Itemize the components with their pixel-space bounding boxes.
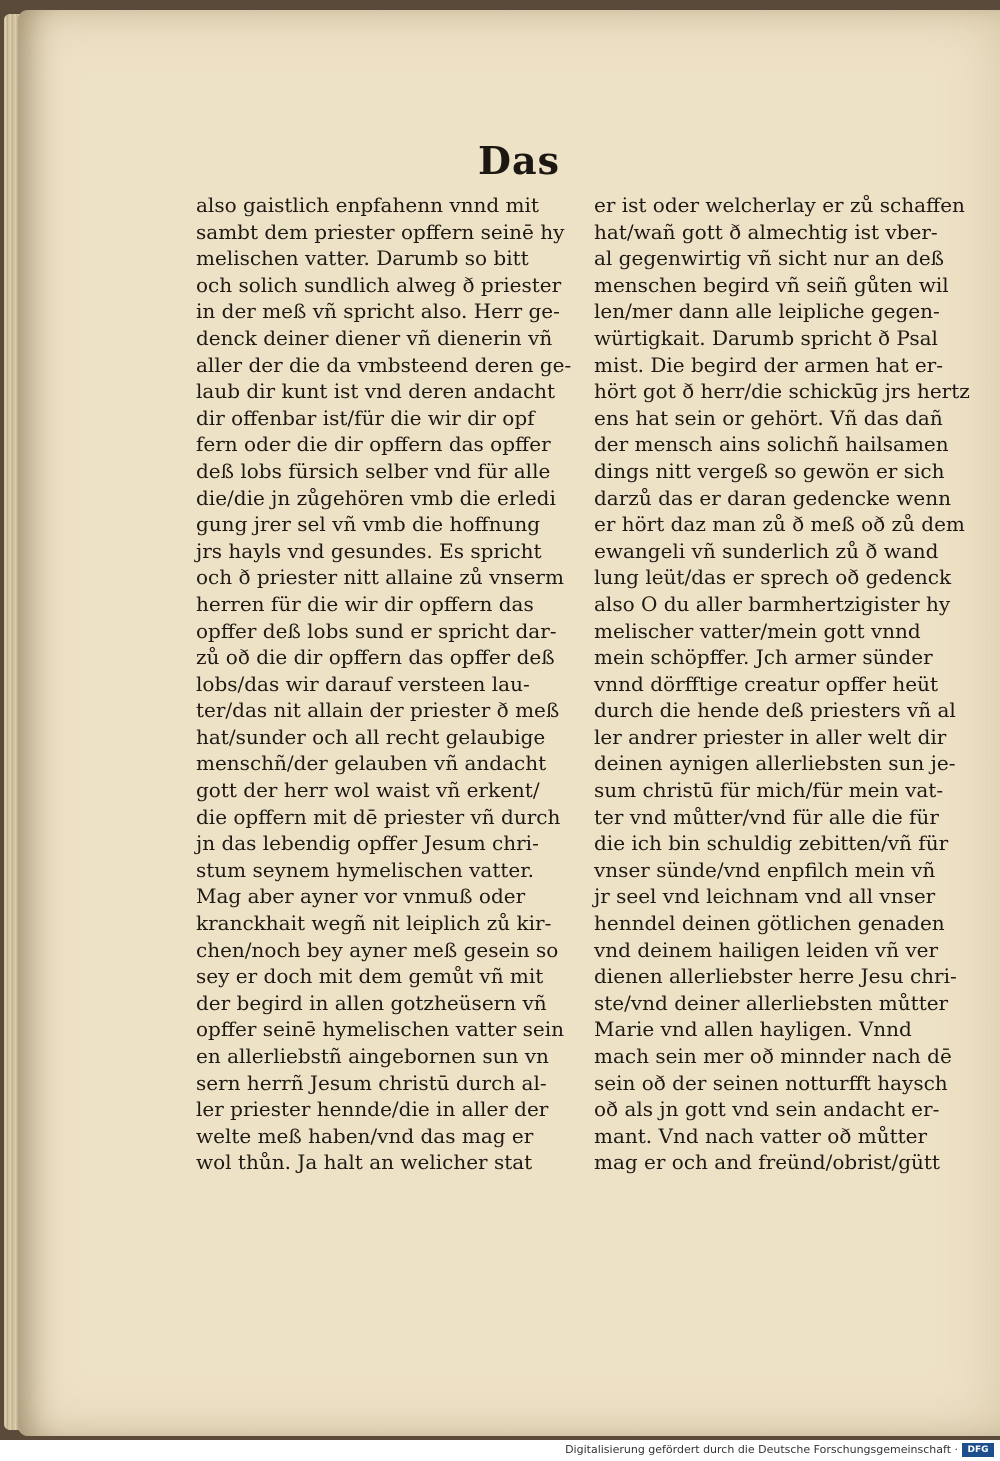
text-line: sey er doch mit dem gemůt vñ mit <box>196 964 544 989</box>
text-line: len/mer dann alle leipliche gegen- <box>594 299 940 324</box>
text-line: sambt dem priester opffern seinē hy <box>196 219 565 244</box>
dfg-logo: DFG <box>962 1443 994 1457</box>
left-text-column <box>196 192 578 1176</box>
text-line: also O du aller barmhertzigister hy <box>594 591 951 616</box>
text-line: ewangeli vñ sunderlich zů ð wand <box>594 538 939 563</box>
text-line: gott der herr wol waist vñ erkent/ <box>196 778 540 803</box>
text-line: er hört daz man zů ð meß oð zů dem <box>594 512 965 537</box>
text-line: melischen vatter. Darumb so bitt <box>196 246 529 271</box>
text-line: lobs/das wir darauf versteen lau- <box>196 671 530 696</box>
text-line: würtigkait. Darumb spricht ð Psal <box>594 325 938 350</box>
text-line: stum seynem hymelischen vatter. <box>196 857 534 882</box>
text-line: vnnd dörfftige creatur opffer heüt <box>594 671 939 696</box>
right-text-column <box>594 192 970 1176</box>
text-line: in der meß vñ spricht also. Herr ge- <box>196 299 560 324</box>
text-line: die opffern mit dē priester vñ durch <box>196 804 561 829</box>
text-line: oð als jn gott vnd sein andacht er- <box>594 1097 940 1122</box>
text-line: mant. Vnd nach vatter oð můtter <box>594 1123 928 1148</box>
text-line: sein oð der seinen notturfft haysch <box>594 1070 948 1095</box>
text-line: menschñ/der gelauben vñ andacht <box>196 751 547 776</box>
text-line: en allerliebstñ aingebornen sun vn <box>196 1044 549 1068</box>
running-head: Das <box>478 138 560 183</box>
text-line: durch die hende deß priesters vñ al <box>594 698 956 723</box>
text-line: der mensch ains solichñ hailsamen <box>594 432 949 457</box>
text-line: mist. Die begird der armen hat er- <box>594 352 943 377</box>
text-line: menschen begird vñ seiñ gůten wil <box>594 272 949 297</box>
text-line: er ist oder welcherlay er zů schaffen <box>594 193 965 217</box>
text-line: chen/noch bey ayner meß gesein so <box>196 937 559 962</box>
text-line: kranckhait wegñ nit leiplich zů kir- <box>196 911 552 936</box>
text-line: dir offenbar ist/für die wir dir opf <box>196 405 535 430</box>
text-line: jr seel vnd leichnam vnd all vnser <box>594 884 936 909</box>
text-line: jn das lebendig opffer Jesum chri- <box>196 831 539 856</box>
text-line: och ð priester nitt allaine zů vnserm <box>196 565 564 590</box>
text-line: al gegenwirtig vñ sicht nur an deß <box>594 246 945 271</box>
text-line: denck deiner diener vñ dienerin vñ <box>196 325 553 350</box>
text-line: mach sein mer oð minnder nach dē <box>594 1044 952 1068</box>
text-line: ler andrer priester in aller welt dir <box>594 724 947 749</box>
text-line: sum christū für mich/für mein vat- <box>594 778 944 803</box>
text-line: mein schöpffer. Jch armer sünder <box>594 645 933 670</box>
text-line: wol thůn. Ja halt an welicher stat <box>196 1150 533 1175</box>
text-line: sern herrñ Jesum christū durch al- <box>196 1070 547 1095</box>
text-line: deß lobs fürsich selber vnd für alle <box>196 458 551 483</box>
text-line: lung leüt/das er sprech oð gedenck <box>594 565 952 590</box>
text-line: vnser sünde/vnd enpfilch mein vñ <box>594 857 936 882</box>
text-line: hat/wañ gott ð almechtig ist vber- <box>594 219 938 244</box>
text-line: herren für die wir dir opffern das <box>196 591 534 616</box>
text-line: laub dir kunt ist vnd deren andacht <box>196 379 556 404</box>
text-line: opffer seinē hymelischen vatter sein <box>196 1017 564 1042</box>
text-line: darzů das er daran gedencke wenn <box>594 485 952 510</box>
text-line: ler priester hennde/die in aller der <box>196 1097 549 1122</box>
text-line: zů oð die dir opffern das opffer deß <box>196 645 555 670</box>
text-line: vnd deinem hailigen leiden vñ ver <box>594 937 939 962</box>
text-line: jrs hayls vnd gesundes. Es spricht <box>196 538 542 563</box>
text-line: Marie vnd allen hayligen. Vnnd <box>594 1017 912 1042</box>
text-line: henndel deinen götlichen genaden <box>594 911 945 936</box>
text-line: hat/sunder och all recht gelaubige <box>196 724 546 749</box>
text-line: Mag aber ayner vor vnmuß oder <box>196 884 526 909</box>
text-line: hört got ð herr/die schickūg jrs hertz <box>594 379 970 404</box>
text-line: aller der die da vmbsteend deren ge- <box>196 352 572 377</box>
text-line: melischer vatter/mein gott vnnd <box>594 618 921 643</box>
text-line: die ich bin schuldig zebitten/vñ für <box>594 831 949 856</box>
text-line: dienen allerliebster herre Jesu chri- <box>594 964 957 989</box>
text-line: die/die jn zůgehören vmb die erledi <box>196 485 556 510</box>
text-line: och solich sundlich alweg ð priester <box>196 272 562 297</box>
text-line: ens hat sein or gehört. Vñ das dañ <box>594 405 943 430</box>
text-line: also gaistlich enpfahenn vnnd mit <box>196 193 539 217</box>
text-line: mag er och and freünd/obrist/gütt <box>594 1150 940 1175</box>
footer-credit: Digitalisierung gefördert durch die Deutsche Forschungsgemeinschaft · <box>565 1443 958 1456</box>
text-line: dings nitt vergeß so gewön er sich <box>594 458 945 483</box>
text-line: fern oder die dir opffern das opffer <box>196 432 551 457</box>
text-line: deinen aynigen allerliebsten sun je- <box>594 751 956 776</box>
text-line: opffer deß lobs sund er spricht dar- <box>196 618 557 643</box>
text-line: ter vnd můtter/vnd für alle die für <box>594 804 939 829</box>
text-line: ste/vnd deiner allerliebsten můtter <box>594 990 949 1015</box>
text-line: welte meß haben/vnd das mag er <box>196 1123 534 1148</box>
text-line: ter/das nit allain der priester ð meß <box>196 698 560 723</box>
text-line: gung jrer sel vñ vmb die hoffnung <box>196 512 541 537</box>
text-line: der begird in allen gotzheüsern vñ <box>196 990 547 1015</box>
